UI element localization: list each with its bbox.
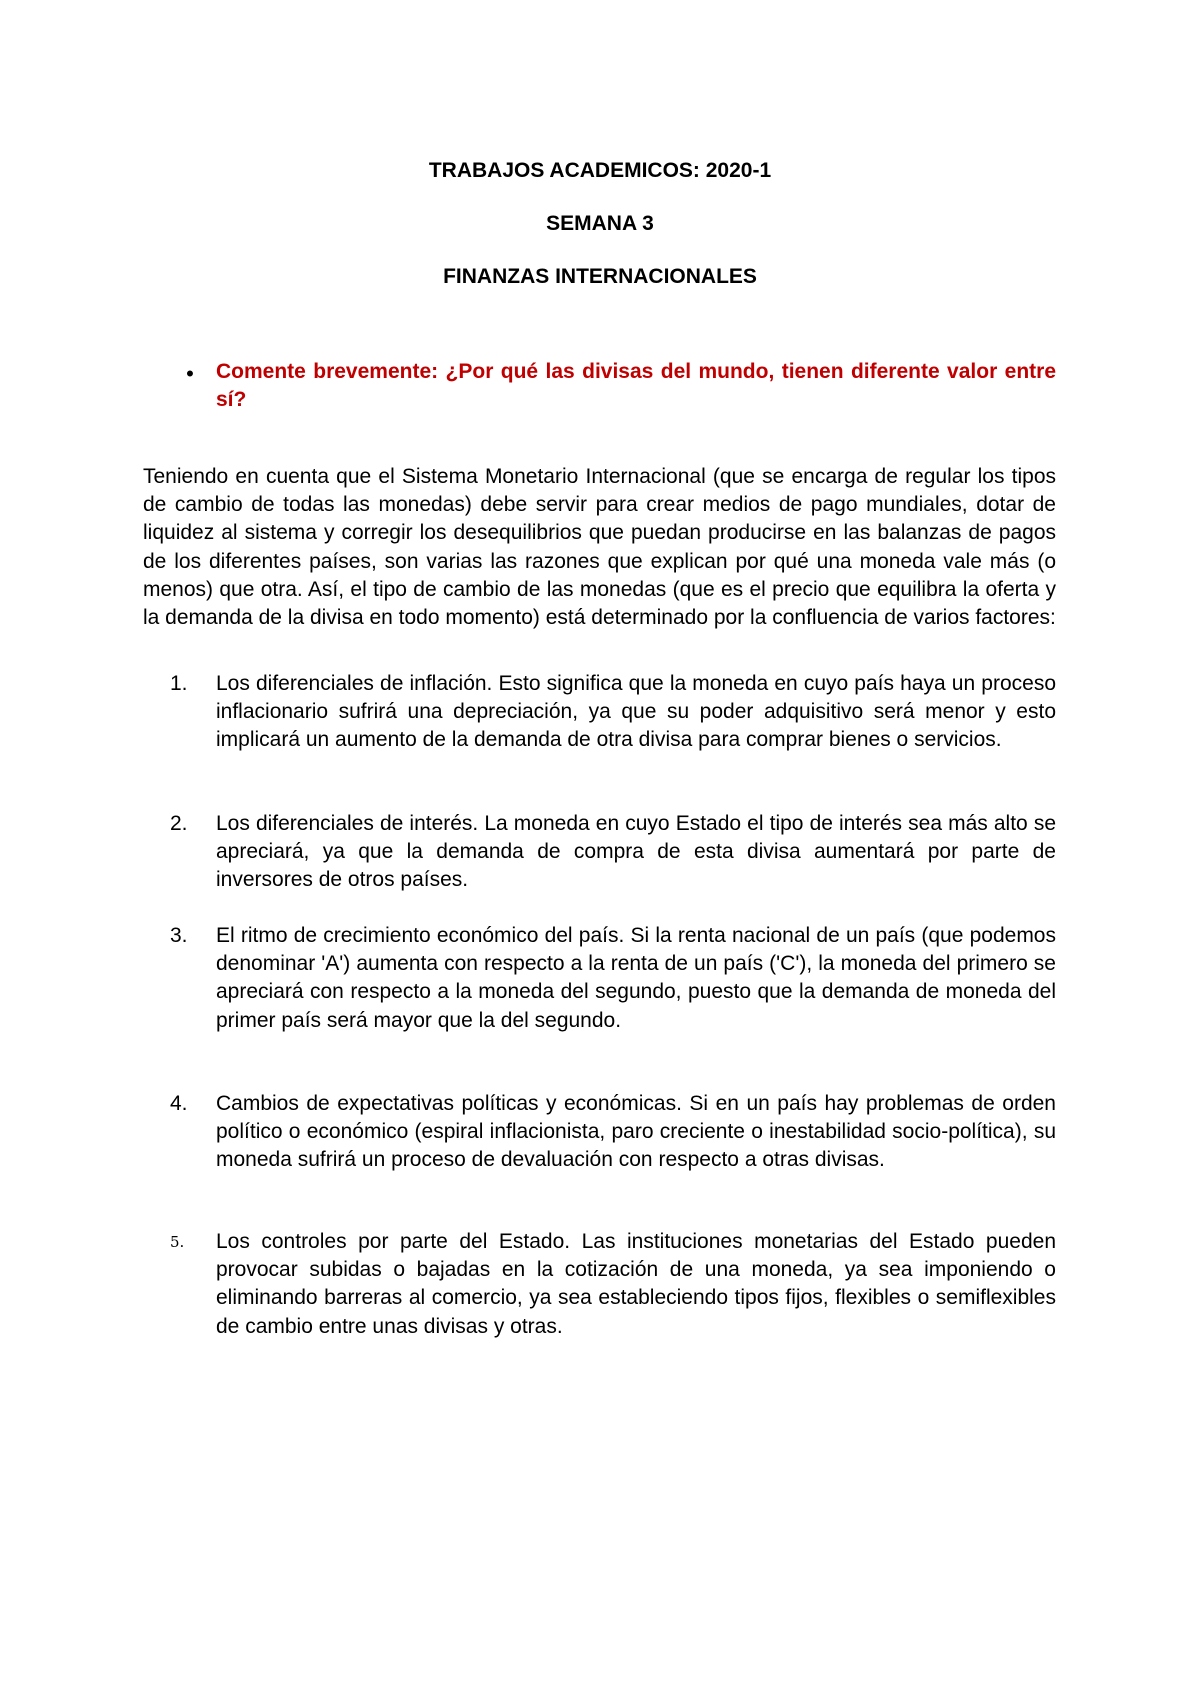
list-item: Los controles por parte del Estado. Las instituciones monetarias del Estado pueden provocar subidas o bajadas en la cotización de una moneda, ya sea imponiendo o eliminando barreras al comercio, ya sea estableciendo tipos fijos, flexibles o semiflexibles de cambio entre unas divisas y otras. [216,1230,1056,1338]
list-item: El ritmo de crecimiento económico del país. Si la renta nacional de un país (que podemos denominar 'A') aumenta con respecto a la renta de un país ('C'), la moneda del primero se apreciará con respecto a la moneda del segundo, puesto que la demanda de moneda del primer país será mayor que la del segundo. [216,924,1056,1032]
list-item: Los diferenciales de interés. La moneda en cuyo Estado el tipo de interés sea más alto se apreciará, ya que la demanda de compra de esta divisa aumentará por parte de inversores de otros países. [216,812,1056,892]
list-item: Cambios de expectativas políticas y económicas. Si en un país hay problemas de orden político o económico (espiral inflacionista, paro creciente o inestabilidad socio-política), su moneda sufrirá un proceso de devaluación con respecto a otras divisas. [216,1092,1056,1172]
course-heading: FINANZAS INTERNACIONALES [443,265,757,288]
question-text: Comente brevemente: ¿Por qué las divisas del mundo, tienen diferente valor entre sí? [216,360,1056,411]
list-number: 4. [170,1092,188,1115]
list-number: 1. [170,672,188,695]
list-number: 5. [170,1233,185,1251]
list-number: 3. [170,924,188,947]
list-number: 2. [170,812,188,835]
bullet-icon: • [186,361,194,386]
list-item: Los diferenciales de inflación. Esto significa que la moneda en cuyo país haya un proceso inflacionario sufrirá una depreciación, ya que su poder adquisitivo será menor y esto implicará un aumento de la demanda de otra divisa para comprar bienes o servicios. [216,672,1056,752]
week-heading: SEMANA 3 [546,212,654,235]
intro-paragraph: Teniendo en cuenta que el Sistema Monetario Internacional (que se encarga de regular los tipos de cambio de todas las monedas) debe servir para crear medios de pago mundiales, dotar de liquidez al sistema y corregir los desequilibrios que puedan producirse en las balanzas de pagos de los diferentes países, son varias las razones que explican por qué una moneda vale más (o menos) que otra. Así, el tipo de cambio de las monedas (que es el precio que equilibra la oferta y la demanda de la divisa en todo momento) está determinado por la confluencia de varios factores: [143,465,1056,630]
document-title: TRABAJOS ACADEMICOS: 2020-1 [428,159,772,182]
